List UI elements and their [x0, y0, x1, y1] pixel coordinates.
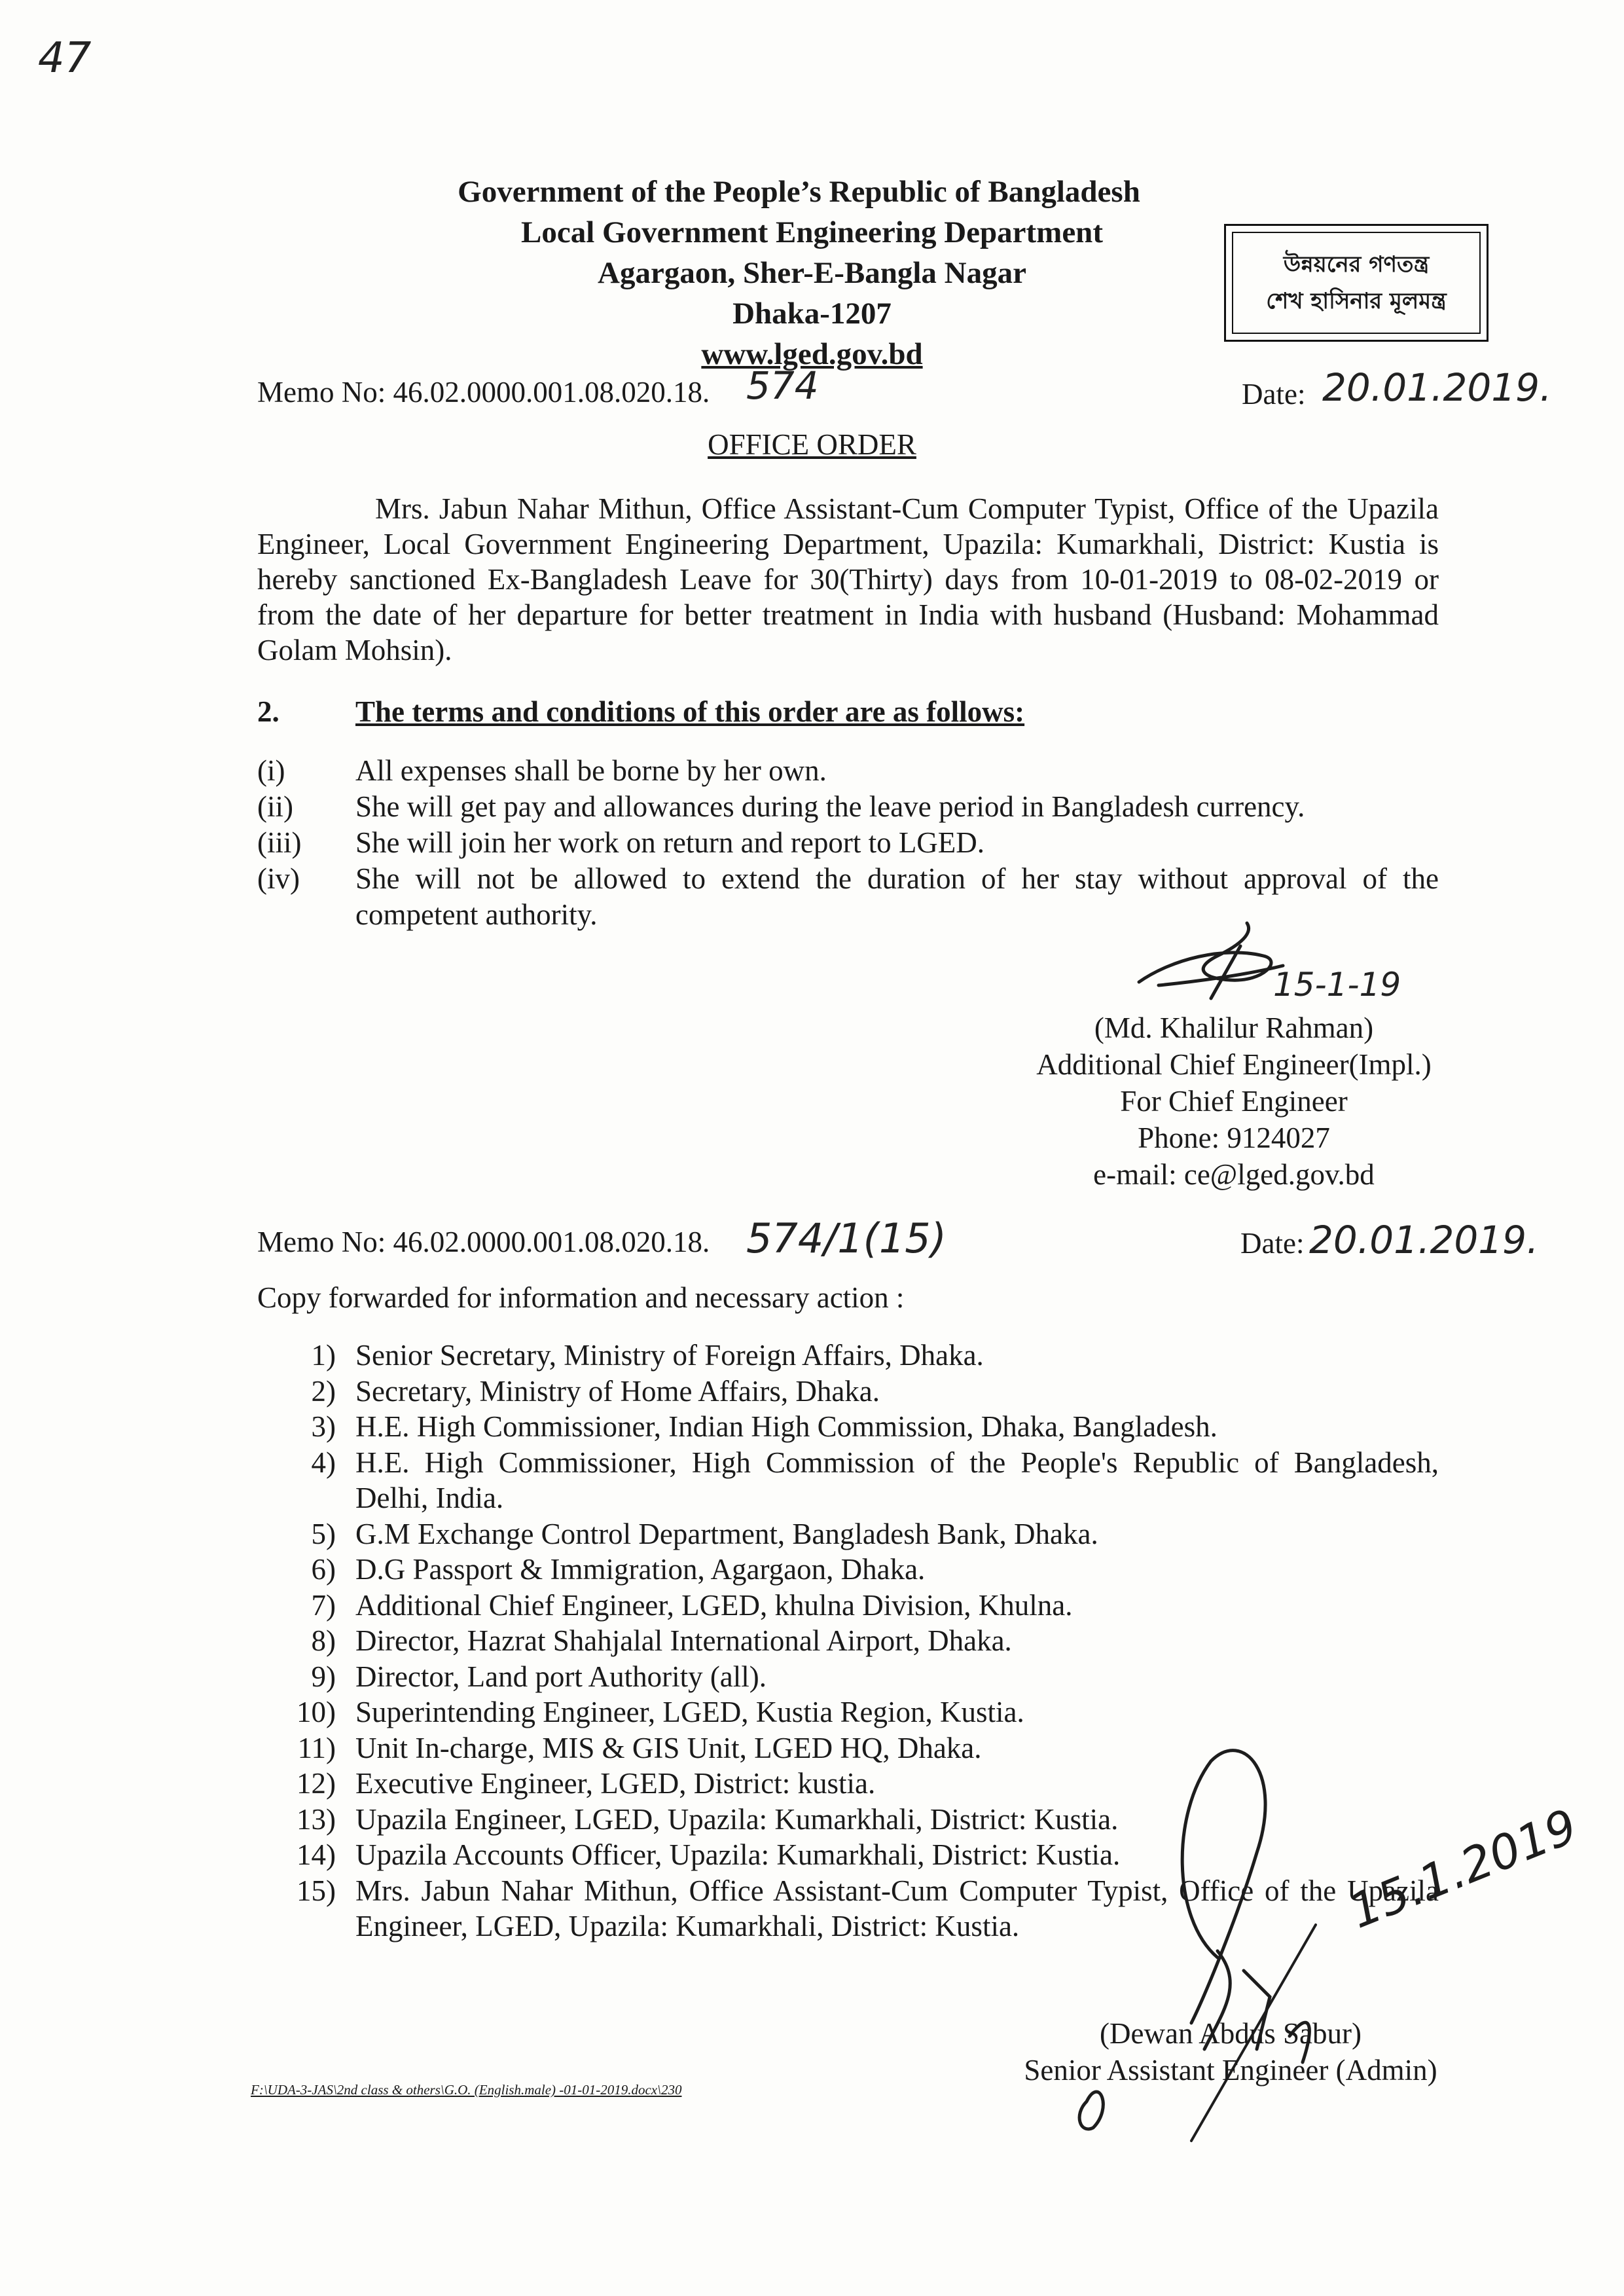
government-title: Government of the People’s Republic of Bangladesh: [458, 175, 1140, 209]
recipient-text: Superintending Engineer, LGED, Kustia Region, Kustia.: [355, 1696, 1024, 1728]
recipient-text: Mrs. Jabun Nahar Mithun, Office Assistant-Cum Computer Typist, Office of the Upazila Engineer, LGED, Upazila: Kumarkhali, District: Kustia.: [355, 1874, 1439, 1942]
recipient-text: Additional Chief Engineer, LGED, khulna Division, Khulna.: [355, 1588, 1073, 1622]
recipient-item: [257, 1516, 1439, 1552]
recipient-number: 5): [311, 1517, 336, 1550]
signatory-1-phone: Phone: 9124027: [1138, 1121, 1330, 1154]
recipient-number: 15): [297, 1874, 336, 1907]
recipient-item: [257, 1623, 1439, 1659]
memo-2-number-handwritten: 574/1(15): [746, 1214, 947, 1262]
recipient-number: 9): [311, 1660, 336, 1693]
recipient-text: Unit In-charge, MIS & GIS Unit, LGED HQ, Dhaka.: [355, 1731, 982, 1764]
recipient-number: 13): [297, 1802, 336, 1836]
term-text: All expenses shall be borne by her own.: [355, 754, 827, 787]
signatory-1-designation: Additional Chief Engineer(Impl.): [1036, 1048, 1432, 1081]
slogan-line-2: শেখ হাসিনার মূলমন্ত্র: [1266, 288, 1447, 314]
recipient-item: [257, 1659, 1439, 1695]
handwritten-page-number: 47: [38, 34, 92, 82]
terms-list: [257, 753, 1439, 933]
recipient-text: D.G Passport & Immigration, Agargaon, Dhaka.: [355, 1553, 926, 1586]
signature-2-date: 15.1.2019: [1341, 1798, 1585, 1939]
memo-number-label: Memo No: 46.02.0000.001.08.020.18.: [257, 376, 710, 409]
recipient-number: 6): [311, 1553, 336, 1586]
address-line: Agargaon, Sher-E-Bangla Nagar: [598, 256, 1026, 290]
city-line: Dhaka-1207: [732, 297, 892, 331]
recipient-item: [257, 1338, 1439, 1374]
signatory-2: [1001, 2015, 1460, 2088]
recipient-text: Upazila Engineer, LGED, Upazila: Kumarkhali, District: Kustia.: [355, 1802, 1119, 1836]
recipient-item: [257, 1445, 1439, 1516]
section-title: The terms and conditions of this order are as follows:: [355, 695, 1025, 728]
document-title: OFFICE ORDER: [708, 428, 916, 461]
term-text: She will join her work on return and report to LGED.: [355, 826, 985, 859]
slogan-box: [1224, 224, 1489, 342]
recipient-text: Secretary, Ministry of Home Affairs, Dhaka.: [355, 1374, 880, 1408]
order-text: Mrs. Jabun Nahar Mithun, Office Assistant-Cum Computer Typist, Office of the Upazila Engineer, Local Government Engineering Department, Upazila: Kumarkhali, District: Kustia is hereby sanctioned Ex-Bangladesh Leave for 30(Thirty) days from 10-01-2019 to 08-02-2019 or from the date of her departure for better treatment in India with husband (Husband: Mohammad Golam Mohsin).: [257, 492, 1439, 666]
recipient-number: 14): [297, 1838, 336, 1871]
date-2-handwritten: 20.01.2019.: [1309, 1218, 1539, 1262]
signatory-1-for: For Chief Engineer: [1120, 1085, 1348, 1118]
signature-1-date: 15-1-19: [1273, 966, 1401, 1004]
term-item: [257, 753, 1439, 789]
recipient-item: [257, 1588, 1439, 1624]
signatory-2-name: (Dewan Abdus Sabur): [1100, 2017, 1362, 2050]
signatory-1-email[interactable]: e-mail: ce@lged.gov.bd: [1093, 1158, 1375, 1191]
signatory-2-designation: Senior Assistant Engineer (Admin): [1024, 2054, 1437, 2086]
copy-forwarded-line: Copy forwarded for information and necessary action :: [257, 1281, 905, 1314]
recipient-text: Director, Hazrat Shahjalal International Airport, Dhaka.: [355, 1624, 1012, 1657]
memo-2-number-label: Memo No: 46.02.0000.001.08.020.18.: [257, 1226, 710, 1258]
recipient-number: 2): [311, 1374, 336, 1408]
recipient-number: 8): [311, 1624, 336, 1657]
recipient-item: [257, 1409, 1439, 1445]
section-number: 2.: [257, 695, 280, 728]
date-handwritten: 20.01.2019.: [1322, 365, 1552, 410]
recipient-number: 10): [297, 1696, 336, 1728]
recipient-number: 7): [311, 1588, 336, 1622]
recipient-text: Upazila Accounts Officer, Upazila: Kumarkhali, District: Kustia.: [355, 1838, 1121, 1871]
term-number: (i): [257, 754, 285, 787]
recipient-text: G.M Exchange Control Department, Bangladesh Bank, Dhaka.: [355, 1517, 1098, 1550]
signatory-1: [952, 1010, 1515, 1193]
recipient-text: Executive Engineer, LGED, District: kustia.: [355, 1767, 876, 1800]
memo-number-handwritten: 574: [746, 363, 819, 408]
recipient-number: 1): [311, 1339, 336, 1372]
date-2-label: Date:: [1240, 1227, 1305, 1260]
signatory-1-name: (Md. Khalilur Rahman): [1094, 1011, 1374, 1044]
date-label: Date:: [1242, 378, 1306, 410]
term-text: She will not be allowed to extend the duration of her stay without approval of the competent authority.: [355, 862, 1439, 931]
recipient-text: Director, Land port Authority (all).: [355, 1660, 767, 1693]
recipient-text: H.E. High Commissioner, Indian High Commission, Dhaka, Bangladesh.: [355, 1410, 1218, 1443]
recipient-number: 11): [297, 1731, 336, 1764]
recipient-item: [257, 1694, 1439, 1730]
term-number: (ii): [257, 790, 293, 823]
recipient-text: H.E. High Commissioner, High Commission of the People's Republic of Bangladesh, Delhi, India.: [355, 1446, 1439, 1514]
recipient-item: [257, 1552, 1439, 1588]
term-text: She will get pay and allowances during the leave period in Bangladesh currency.: [355, 790, 1305, 823]
recipient-number: 4): [311, 1446, 336, 1479]
slogan-line-1: উন্নয়নের গণতন্ত্র: [1283, 251, 1430, 278]
order-paragraph: [257, 491, 1439, 668]
recipient-number: 12): [297, 1767, 336, 1800]
file-path-footer: F:\UDA-3-JAS\2nd class & others\G.O. (English.male) -01-01-2019.docx\230: [251, 2082, 682, 2098]
term-number: (iv): [257, 862, 300, 895]
term-item: [257, 789, 1439, 825]
recipient-item: [257, 1374, 1439, 1410]
website-link[interactable]: www.lged.gov.bd: [701, 337, 923, 371]
term-item: [257, 825, 1439, 861]
department-title: Local Government Engineering Department: [521, 215, 1103, 249]
recipient-number: 3): [311, 1410, 336, 1443]
recipient-text: Senior Secretary, Ministry of Foreign Affairs, Dhaka.: [355, 1339, 984, 1372]
term-number: (iii): [257, 826, 302, 859]
